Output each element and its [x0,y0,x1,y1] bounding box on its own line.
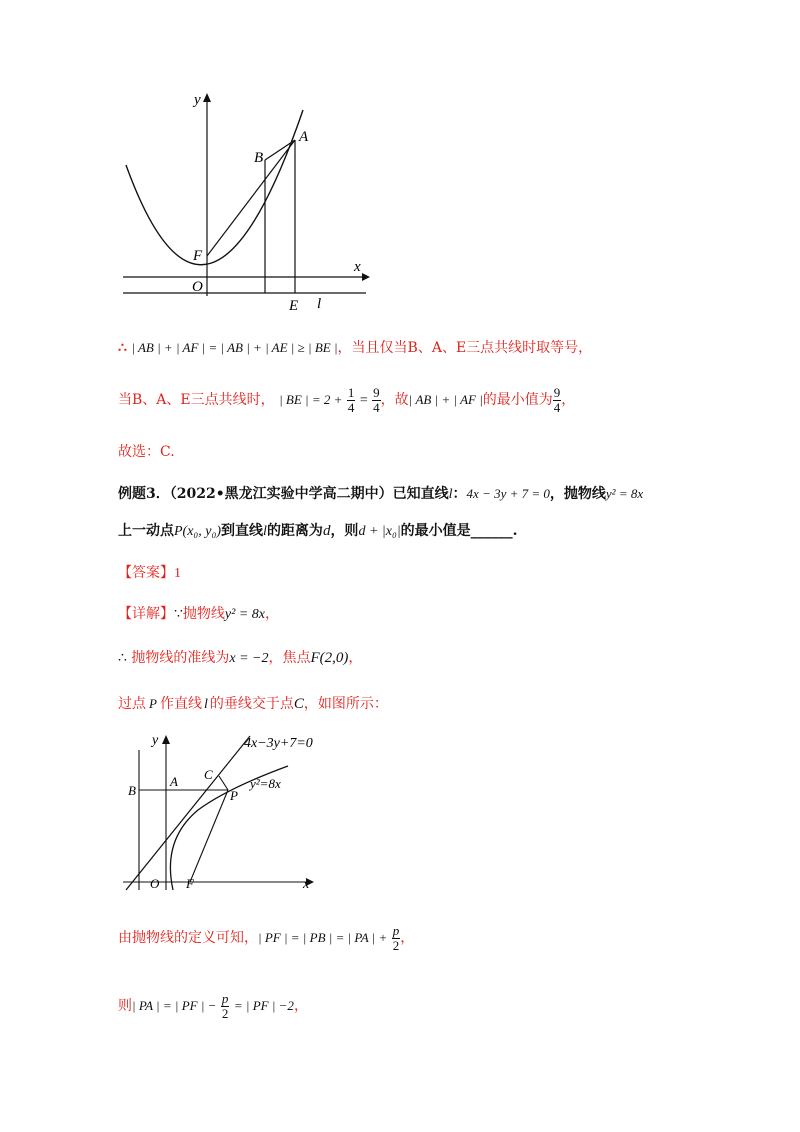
label-B: B [254,150,264,166]
detail-line-2: ∴ 抛物线的准线为x = −2，焦点F(2,0)， [118,650,363,666]
label-parab-eq: y²=8x [250,776,281,791]
x-axis-arrow [362,273,370,281]
segment-BA [265,140,295,160]
label-P-2: P [230,788,238,803]
y-axis-arrow-2 [162,735,170,744]
y-axis-arrow [203,93,211,102]
fraction-p-2: $\frac{p}{2}$ [392,922,400,953]
therefore-symbol: ∴ [118,340,127,356]
answer-label: 【答案】 [118,565,174,581]
collinear-text: 当B、A、E三点共线时， [118,392,275,408]
question-blank: 的最小值是______. [400,523,518,539]
be-math: | BE | = 2 + [279,392,343,407]
detail-line-1: 【详解】∵抛物线y² = 8x， [118,606,279,622]
label-A: A [299,129,309,145]
label-F: F [193,248,203,264]
example3-line-2: 上一动点P(x₀, y₀)到直线l的距离为d，则d + |x₀|的最小值是______. [118,523,518,539]
answer-value: 1 [174,566,181,581]
label-O: O [192,279,203,295]
figure-parabola-1 [118,88,378,313]
expression: d + |x₀| [358,524,401,539]
label-E: E [289,298,299,313]
detail-label: 【详解】 [118,606,174,622]
fraction-9-4: $\frac{9}{4}$ [373,384,380,415]
label-O-2: O [150,876,160,891]
fraction-p-2-b: $\frac{p}{2}$ [221,990,229,1021]
answer-line [118,563,181,584]
fraction-1-4: $\frac{1}{4}$ [347,384,355,415]
sum-math: | AB | + | AF | [408,392,483,407]
example3-title: 例题3．（2022•黑龙江实验中学高二期中）已知直线 [118,486,449,502]
segment-PC [219,776,228,790]
label-B-2: B [128,783,136,798]
figure-parabola-2 [118,728,318,898]
label-C-2: C [204,767,213,782]
example3-line-1: 例题3．（2022•黑龙江实验中学高二期中）已知直线l：4x − 3y + 7 = 0，抛物线y² = 8x [118,486,644,502]
solution-line-2: 当B、A、E三点共线时， | BE | = 2 + $\frac{1}{4}$ = $\frac{9}{4}$ ，故| AB | + | AF |的最小值为 $\frac{9}{4}$ ， [118,384,576,415]
parabola-curve [126,110,303,265]
equals-sign: = [359,393,368,408]
label-y: y [194,92,201,108]
solution-line-1 [118,338,592,358]
therefore-text: ，故 [380,392,409,408]
label-y-2: y [152,733,159,748]
answer-choice-line: 故选：C. [118,444,175,460]
label-x: x [354,259,361,275]
detail-line-4: 由抛物线的定义可知，| PF | = | PB | = | PA | + $\frac{p}{2}$ ， [118,922,415,953]
equality-condition-text: ，当且仅当B、A、E三点共线时取等号， [337,340,593,356]
label-line-eq: 4x−3y+7=0 [244,736,313,751]
min-value-text: 的最小值为 [482,392,553,408]
label-x-2: x [303,877,310,892]
fraction-9-4-result: $\frac{9}{4}$ [553,384,561,415]
label-F-2: F [186,876,194,891]
segment-FA [207,140,295,256]
line-equation: 4x − 3y + 7 = 0 [466,486,550,501]
inequality-math: | AB | + | AF | = | AB | + | AE | ≥ | BE | [131,340,338,355]
line-l [126,736,250,890]
parabola-equation: y² = 8x [605,486,644,501]
detail-line-5: 则| PA | = | PF | − $\frac{p}{2}$ = | PF | −2， [118,990,308,1021]
point-P: P(x₀, y₀) [174,524,222,539]
label-A-2: A [170,774,178,789]
detail-line-3: 过点 P 作直线 l 的垂线交于点C，如图所示： [118,696,388,712]
label-l: l [317,296,322,312]
